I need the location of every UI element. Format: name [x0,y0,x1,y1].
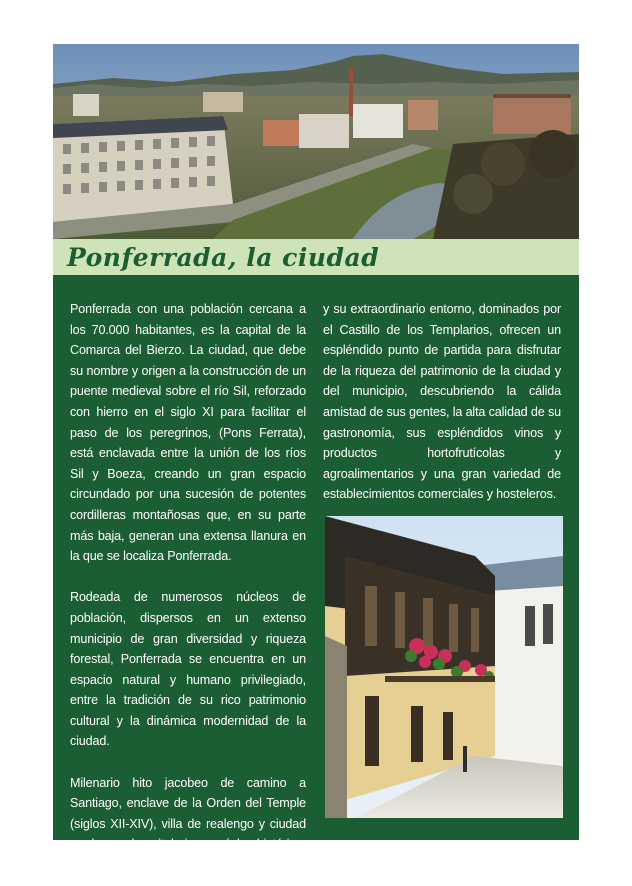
brochure-page [53,44,579,852]
paragraph-2: Rodeada de numerosos núcleos de población, dispersos en un extenso municipio de gran diversidad y riqueza forestal, Ponferrada se encuentra en un espacio natural y humano privilegiado, entre la tradición de su rico patrimonio cultural y la dinámica modernidad de la ciudad. [70,590,306,749]
paragraph-3: Milenario hito jacobeo de camino a Santiago, enclave de la Orden del Temple (siglos XII-XIV), villa de realengo y ciudad moderna y hospitalaria, su núcleo histórico [70,775,306,852]
paragraph-1: Ponferrada con una población cercana a los 70.000 habitantes, es la capital de la Comarca del Bierzo. La ciudad, que debe su nombre y origen a la construcción de un puente medieval sobre el río Sil, reforzado con hierro en el siglo XI para facilitar el paso de los peregrinos, (Pons Ferrata), está enclavada entre la unión de los ríos Sil y Boeza, creando un gran espacio circundado por una sucesión de potentes cordilleras montañosas que, en su parte más baja, generan una extensa llanura en la que se localiza Ponferrada. [70,302,306,564]
right-text-column [323,299,561,505]
title-banner [53,239,579,275]
page-title: Ponferrada, la ciudad [67,243,380,272]
left-text-column [70,299,306,855]
paragraph-4: y su extraordinario entorno, dominados por el Castillo de los Templarios, ofrecen un espléndido punto de partida para disfrutar de la riqueza del patrimonio de la ciudad y del municipio, descubriendo la cálida amistad de sus gentes, la alta calidad de su gastronomía, sus espléndidos vinos y productos hortofrutícolas y agroalimentarios y una gran variedad de establecimientos comerciales y hosteleros. [323,302,561,502]
street-photo [325,516,563,818]
city-panorama-photo [53,44,579,239]
